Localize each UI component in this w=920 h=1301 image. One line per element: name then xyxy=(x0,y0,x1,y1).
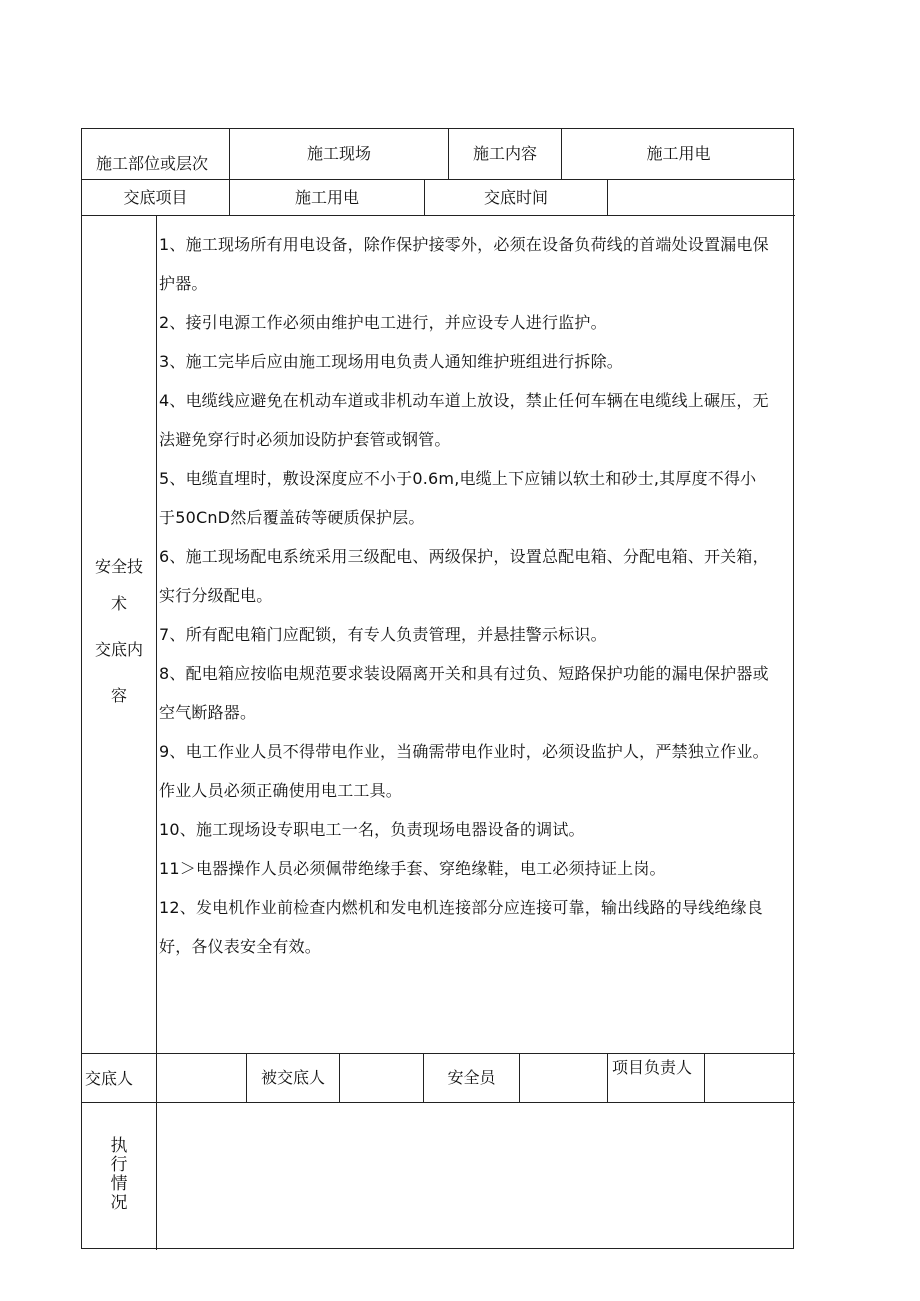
discloser-label: 交底人 xyxy=(85,1069,134,1088)
list-item-line: 3、施工完毕后应由施工现场用电负责人通知维护班组进行拆除。 xyxy=(159,352,623,371)
list-item xyxy=(159,888,795,966)
list-item-line: 11＞电器操作人员必须佩带绝缘手套、穿绝缘鞋，电工必须持证上岗。 xyxy=(159,859,666,878)
time-label: 交底时间 xyxy=(483,187,548,207)
disclosure-content xyxy=(159,225,795,966)
safety-label: 安全员 xyxy=(447,1068,496,1087)
safety-value[interactable] xyxy=(520,1054,607,1102)
list-item-line: 12、发电机作业前检查内燃机和发电机连接部分应连接可靠，输出线路的导线绝缘良 xyxy=(159,898,763,917)
col-divider xyxy=(156,215,157,1053)
list-item xyxy=(159,732,795,810)
execution-label-char: 况 xyxy=(110,1193,128,1213)
list-item xyxy=(159,537,795,615)
execution-label xyxy=(82,1137,156,1213)
row-divider xyxy=(82,215,795,216)
list-item-line: 护器。 xyxy=(159,274,208,293)
list-item xyxy=(159,810,795,849)
discloser-value[interactable] xyxy=(157,1054,246,1102)
list-item-line: 2、接引电源工作必须由维护电工进行，并应设专人进行监护。 xyxy=(159,313,607,332)
list-item xyxy=(159,381,795,459)
manager-label: 项目负责人 xyxy=(612,1058,693,1077)
section-label-line: 交底内 xyxy=(94,640,143,659)
list-item-line: 于50CnD然后覆盖砖等硬质保护层。 xyxy=(159,508,425,527)
list-item-line: 10、施工现场设专职电工一名，负责现场电器设备的调试。 xyxy=(159,820,585,839)
list-item-line: 好，各仪表安全有效。 xyxy=(159,937,322,956)
section-label xyxy=(82,557,156,719)
list-item xyxy=(159,615,795,654)
list-item-line: 4、电缆线应避免在机动车道或非机动车道上放设，禁止任何车辆在电缆线上碾压，无 xyxy=(159,391,769,410)
recipient-value[interactable] xyxy=(340,1054,423,1102)
item-value[interactable]: 施工用电 xyxy=(294,187,359,207)
list-item-line: 6、施工现场配电系统采用三级配电、两级保护，设置总配电箱、分配电箱、开关箱， xyxy=(159,547,769,566)
list-item-line: 实行分级配电。 xyxy=(159,586,273,605)
content-value[interactable]: 施工用电 xyxy=(646,144,711,163)
list-item xyxy=(159,303,795,342)
list-item xyxy=(159,225,795,303)
item-label: 交底项目 xyxy=(123,187,188,207)
list-item xyxy=(159,342,795,381)
list-item xyxy=(159,459,795,537)
list-item-line: 空气断路器。 xyxy=(159,703,257,722)
list-item xyxy=(159,849,795,888)
manager-value[interactable] xyxy=(705,1054,795,1102)
list-item-line: 1、施工现场所有用电设备，除作保护接零外，必须在设备负荷线的首端处设置漏电保 xyxy=(159,235,769,254)
location-value[interactable]: 施工现场 xyxy=(306,144,371,163)
list-item-line: 9、电工作业人员不得带电作业，当确需带电作业时，必须设监护人，严禁独立作业。 xyxy=(159,742,769,761)
content-label: 施工内容 xyxy=(472,144,537,163)
list-item-line: 7、所有配电箱门应配锁，有专人负责管理，并悬挂警示标识。 xyxy=(159,625,607,644)
list-item xyxy=(159,654,795,732)
section-label-line: 安全技 xyxy=(94,557,143,576)
execution-label-char: 执 xyxy=(110,1136,128,1156)
list-item-line: 作业人员必须正确使用电工工具。 xyxy=(159,781,403,800)
execution-label-char: 情 xyxy=(110,1174,128,1194)
disclosure-form xyxy=(81,128,794,1249)
list-item-line: 法避免穿行时必须加设防护套管或钢管。 xyxy=(159,430,451,449)
section-label-line: 容 xyxy=(110,686,127,705)
col-divider xyxy=(607,1053,608,1102)
time-value[interactable] xyxy=(608,180,795,215)
location-label: 施工部位或层次 xyxy=(96,154,209,173)
list-item-line: 5、电缆直埋时，敷设深度应不小于0.6m,电缆上下应铺以软土和砂士,其厚度不得小 xyxy=(159,469,757,488)
execution-value[interactable] xyxy=(157,1103,795,1250)
section-label-line: 术 xyxy=(110,594,127,613)
execution-label-char: 行 xyxy=(110,1155,128,1175)
recipient-label: 被交底人 xyxy=(260,1068,325,1087)
list-item-line: 8、配电箱应按临电规范要求装设隔离开关和具有过负、短路保护功能的漏电保护器或 xyxy=(159,664,769,683)
